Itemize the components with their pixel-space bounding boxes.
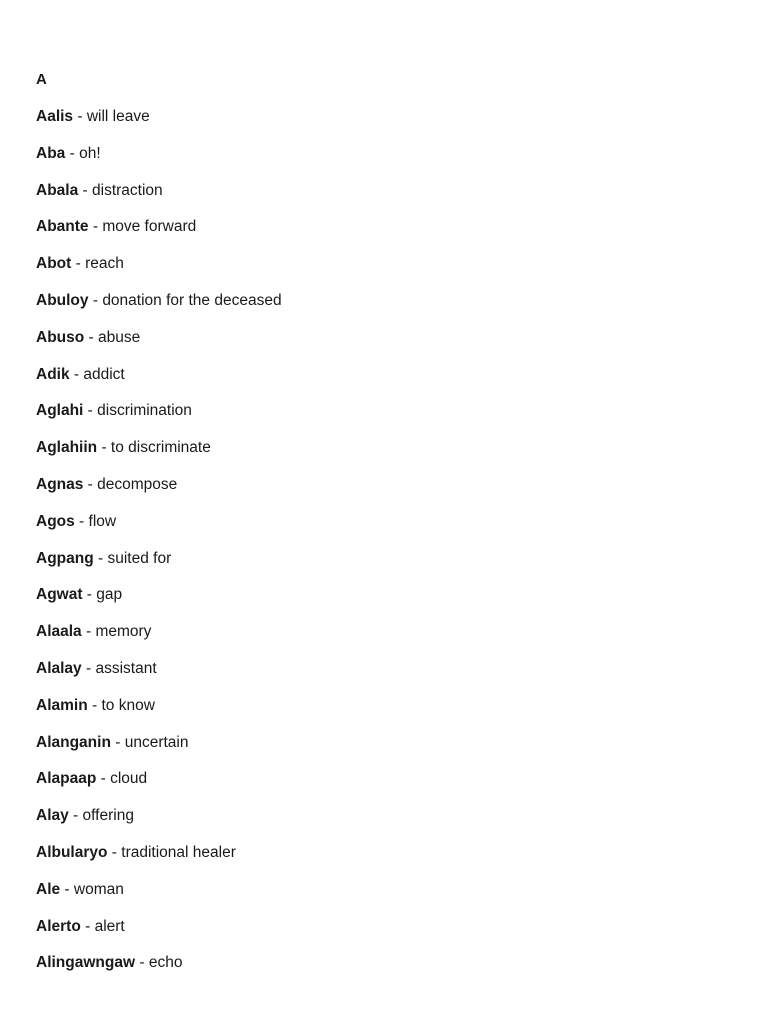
entry-term: Aglahiin: [36, 439, 98, 457]
entry-separator: -: [74, 512, 89, 530]
entry-separator: -: [69, 365, 84, 383]
entry-definition: to discriminate: [110, 439, 211, 457]
entry-definition: flow: [88, 512, 117, 530]
glossary-entry: [36, 734, 282, 752]
entry-separator: -: [88, 291, 103, 309]
entry-separator: -: [135, 954, 149, 972]
entry-term: Alay: [36, 807, 69, 825]
glossary-entry: [36, 476, 282, 494]
entry-separator: -: [78, 181, 92, 199]
glossary-entry: [36, 329, 282, 347]
glossary-entry: [36, 108, 282, 126]
entry-separator: -: [81, 659, 96, 677]
entry-separator: -: [88, 218, 103, 236]
glossary-entry: [36, 697, 282, 715]
entry-separator: -: [71, 255, 86, 273]
glossary-entry: [36, 623, 282, 641]
glossary-entry: [36, 918, 282, 936]
entry-separator: -: [97, 439, 111, 457]
entry-definition: to know: [101, 696, 155, 714]
entry-definition: gap: [96, 586, 123, 604]
entry-term: Alanganin: [36, 733, 111, 751]
glossary-entry: [36, 770, 282, 788]
entry-definition: woman: [73, 880, 124, 898]
entry-definition: donation for the deceased: [102, 291, 282, 309]
entry-definition: decompose: [97, 475, 178, 493]
glossary-entry: [36, 844, 282, 862]
entry-separator: -: [60, 880, 74, 898]
glossary-entry: [36, 366, 282, 384]
glossary-entry: [36, 807, 282, 825]
entry-definition: addict: [83, 365, 125, 383]
entry-definition: memory: [95, 623, 152, 641]
entry-separator: -: [80, 917, 95, 935]
entry-definition: echo: [148, 954, 183, 972]
entry-term: Alapaap: [36, 770, 97, 788]
entry-definition: uncertain: [124, 733, 189, 751]
glossary-entry: [36, 182, 282, 200]
entry-definition: oh!: [79, 144, 101, 162]
glossary-entry: [36, 145, 282, 163]
entry-definition: distraction: [92, 181, 163, 199]
entry-term: Adik: [36, 365, 70, 383]
entry-term: Abuso: [36, 328, 85, 346]
glossary-entry: [36, 255, 282, 273]
entry-definition: move forward: [102, 218, 197, 236]
entry-separator: -: [87, 696, 102, 714]
glossary-entry: [36, 881, 282, 899]
entry-term: Alingawngaw: [36, 954, 136, 972]
entry-term: Agos: [36, 512, 75, 530]
entry-definition: reach: [85, 255, 124, 273]
entry-definition: discrimination: [97, 402, 192, 420]
entry-separator: -: [110, 733, 125, 751]
glossary-entry: [36, 586, 282, 604]
entry-term: Alerto: [36, 917, 81, 935]
glossary-list: [36, 108, 282, 991]
entry-term: Aba: [36, 144, 66, 162]
entry-term: Agpang: [36, 549, 94, 567]
glossary-entry: [36, 218, 282, 236]
letter-heading: A: [36, 71, 47, 88]
glossary-entry: [36, 439, 282, 457]
entry-term: Abot: [36, 255, 72, 273]
glossary-entry: [36, 402, 282, 420]
entry-separator: -: [84, 328, 98, 346]
entry-separator: -: [73, 108, 87, 125]
entry-term: Alamin: [36, 696, 88, 714]
glossary-entry: [36, 954, 282, 972]
entry-separator: -: [83, 475, 98, 493]
entry-term: Ale: [36, 880, 61, 898]
entry-term: Agnas: [36, 475, 84, 493]
entry-definition: cloud: [110, 770, 148, 788]
entry-term: Albularyo: [36, 843, 108, 861]
entry-separator: -: [96, 770, 111, 788]
entry-definition: offering: [82, 807, 134, 825]
entry-definition: traditional healer: [121, 843, 236, 861]
entry-term: Abante: [36, 218, 89, 236]
entry-definition: will leave: [86, 108, 150, 125]
entry-separator: -: [83, 402, 98, 420]
glossary-entry: [36, 292, 282, 310]
entry-separator: -: [82, 586, 97, 604]
entry-term: Alalay: [36, 659, 82, 677]
entry-definition: suited for: [107, 549, 172, 567]
entry-term: Agwat: [36, 586, 83, 604]
entry-term: Abuloy: [36, 291, 89, 309]
glossary-entry: [36, 660, 282, 678]
entry-term: Alaala: [36, 623, 82, 641]
glossary-entry: [36, 550, 282, 568]
entry-definition: assistant: [95, 659, 157, 677]
entry-term: Aglahi: [36, 402, 84, 420]
entry-separator: -: [107, 843, 122, 861]
entry-separator: -: [68, 807, 83, 825]
glossary-entry: [36, 513, 282, 531]
entry-definition: abuse: [98, 328, 141, 346]
entry-separator: -: [65, 144, 80, 162]
entry-separator: -: [81, 623, 96, 641]
entry-separator: -: [93, 549, 108, 567]
entry-term: Aalis: [36, 108, 74, 125]
entry-term: Abala: [36, 181, 79, 199]
entry-definition: alert: [94, 917, 125, 935]
